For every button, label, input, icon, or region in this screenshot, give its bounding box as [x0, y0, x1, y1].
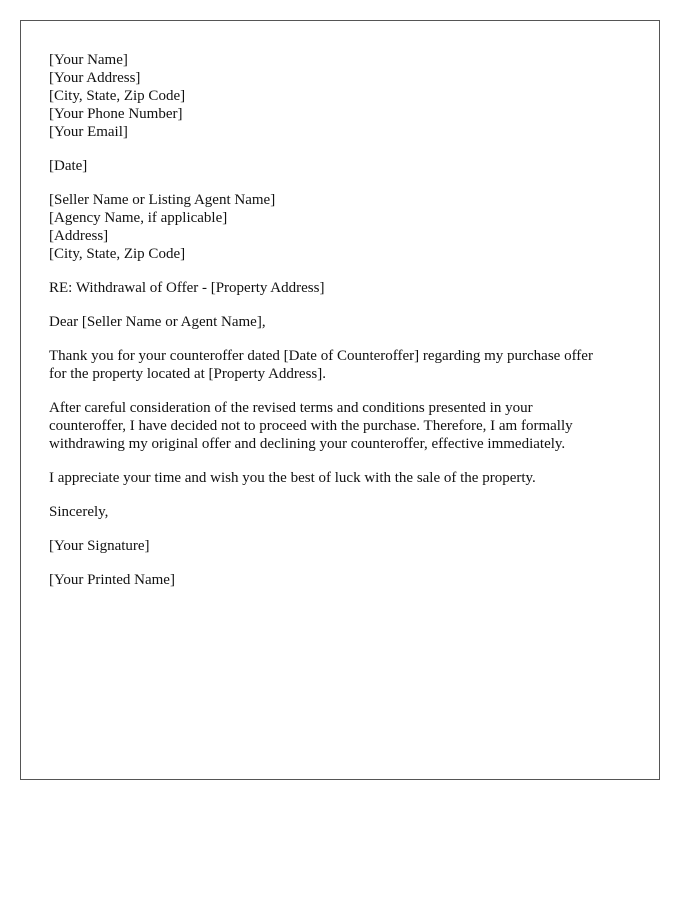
- paragraph-line: for the property located at [Property Address].: [49, 366, 326, 382]
- subject-line: RE: Withdrawal of Offer - [Property Address]: [49, 280, 325, 296]
- paragraph-line: counteroffer, I have decided not to proceed with the purchase. Therefore, I am formally: [49, 418, 573, 434]
- sender-block: [49, 51, 631, 141]
- closing: Sincerely,: [49, 504, 109, 520]
- recipient-name: [Seller Name or Listing Agent Name]: [49, 192, 276, 208]
- sender-city-state-zip: [City, State, Zip Code]: [49, 88, 186, 104]
- recipient-block: [49, 191, 631, 263]
- signature-block: [49, 537, 631, 555]
- paragraph-line: withdrawing my original offer and declining your counteroffer, effective immediately.: [49, 436, 566, 452]
- letter-date: [Date]: [49, 158, 88, 174]
- date-block: [49, 157, 631, 175]
- salutation: Dear [Seller Name or Agent Name],: [49, 314, 266, 330]
- sender-address: [Your Address]: [49, 70, 141, 86]
- paragraph-line: After careful consideration of the revised terms and conditions presented in your: [49, 400, 533, 416]
- sender-email: [Your Email]: [49, 124, 128, 140]
- body-paragraph-3: [49, 469, 631, 487]
- recipient-address: [Address]: [49, 228, 109, 244]
- subject-block: [49, 279, 631, 297]
- body-paragraph-1: [49, 347, 631, 383]
- paragraph-line: I appreciate your time and wish you the best of luck with the sale of the property.: [49, 470, 536, 486]
- sender-name: [Your Name]: [49, 52, 128, 68]
- printed-name: [Your Printed Name]: [49, 572, 175, 588]
- printed-name-block: [49, 571, 631, 589]
- recipient-city-state-zip: [City, State, Zip Code]: [49, 246, 186, 262]
- sender-phone: [Your Phone Number]: [49, 106, 183, 122]
- letter-page: [20, 20, 660, 780]
- body-paragraph-2: [49, 399, 631, 453]
- paragraph-line: Thank you for your counteroffer dated [Date of Counteroffer] regarding my purchase offer: [49, 348, 593, 364]
- closing-block: [49, 503, 631, 521]
- signature: [Your Signature]: [49, 538, 150, 554]
- salutation-block: [49, 313, 631, 331]
- recipient-agency: [Agency Name, if applicable]: [49, 210, 228, 226]
